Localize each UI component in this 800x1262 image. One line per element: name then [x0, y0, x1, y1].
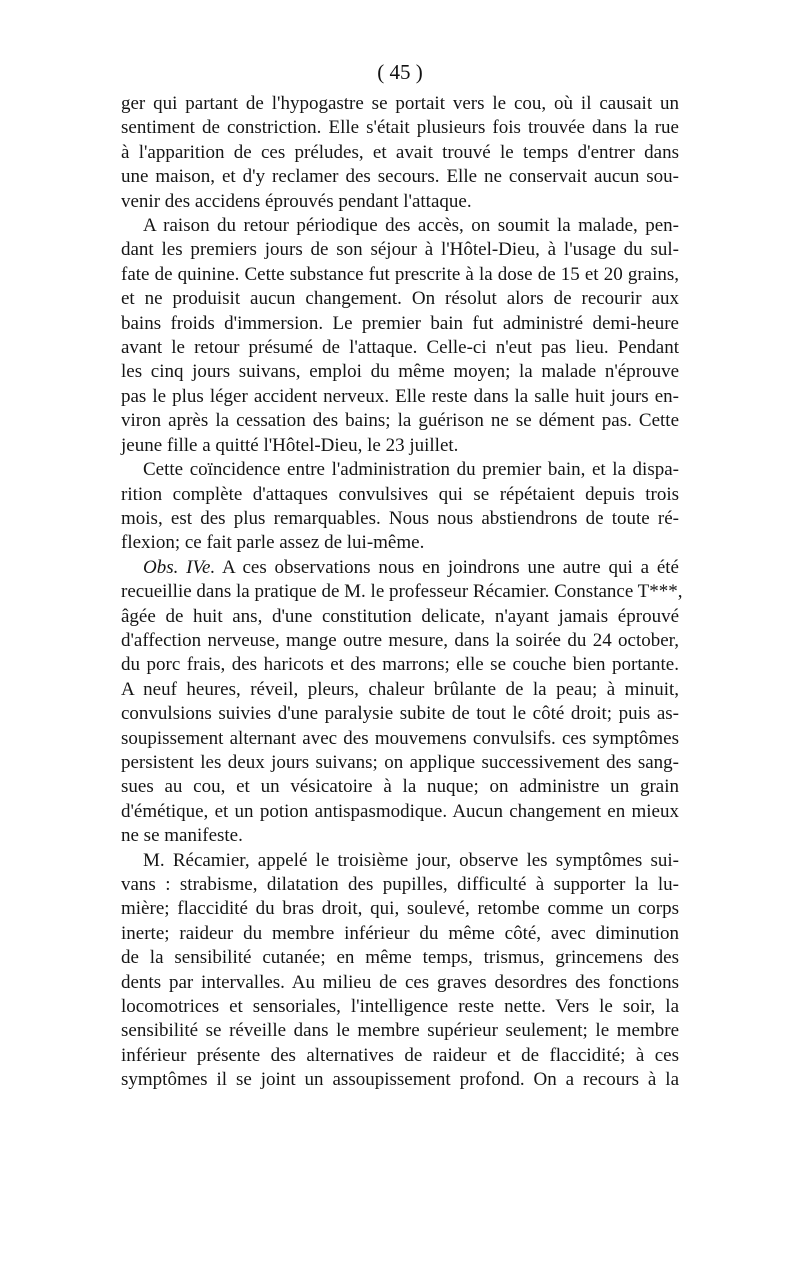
text-line: M. Récamier, appelé le troisième jour, observe les symptômes sui- [143, 849, 679, 871]
text-line: et ne produisit aucun changement. On résolut alors de recourir aux [121, 288, 679, 310]
text-line: mois, est des plus remarquables. Nous nous abstiendrons de toute ré- [121, 507, 679, 529]
text-line: âgée de huit ans, d'une constitution delicate, n'ayant jamais éprouvé [121, 605, 679, 627]
text-line: mière; flaccidité du bras droit, qui, soulevé, retombe comme un corps [121, 898, 679, 920]
text-line: sues au cou, et un vésicatoire à la nuque; on administre un grain [121, 776, 679, 798]
observation-label: Obs. IVe. [143, 556, 216, 578]
paragraph-3 [121, 458, 679, 556]
text-line: ne se manifeste. [121, 825, 243, 847]
text-line: sentiment de constriction. Elle s'était plusieurs fois trouvée dans la rue [121, 117, 679, 139]
page-number: ( 45 ) [377, 60, 423, 84]
text-line: du porc frais, des haricots et des marrons; elle se couche bien portante. [121, 654, 679, 676]
text-line [121, 556, 679, 580]
text-line: pas le plus léger accident nerveux. Elle reste dans la salle huit jours en- [121, 385, 679, 407]
text-line: locomotrices et sensoriales, l'intelligence reste nette. Vers le soir, la [121, 996, 679, 1018]
text-line: avant le retour présumé de l'attaque. Celle-ci n'eut pas lieu. Pendant [121, 337, 679, 359]
paragraph-observation-4 [121, 556, 683, 849]
text-line: vans : strabisme, dilatation des pupilles, difficulté à supporter la lu- [121, 874, 679, 895]
text-line: symptômes il se joint un assoupissement profond. On a recours à la [121, 1069, 679, 1091]
text-line: les cinq jours suivans, emploi du même moyen; la malade n'éprouve [121, 361, 679, 383]
text-line: inerte; raideur du membre inférieur du même côté, avec diminution [121, 922, 679, 944]
paragraph-2 [121, 214, 679, 458]
text-fragment: A ces observations nous en joindrons une autre qui a été [215, 556, 679, 578]
text-line: venir des accidens éprouvés pendant l'attaque. [121, 190, 472, 212]
text-line: de la sensibilité cutanée; en même temps, trismus, grincemens des [121, 947, 679, 969]
text-line: ger qui partant de l'hypogastre se portait vers le cou, où il causait un [121, 93, 679, 114]
paragraph-1 [121, 92, 679, 214]
text-line: convulsions suivies d'une paralysie subite de tout le côté droit; puis as- [121, 703, 679, 725]
text-line: recueillie dans la pratique de M. le professeur Récamier. Constance T***, [121, 581, 683, 603]
text-line: fate de quinine. Cette substance fut prescrite à la dose de 15 et 20 grains, [121, 263, 679, 285]
text-line: bains froids d'immersion. Le premier bain fut administré demi-heure [121, 312, 679, 334]
text-line: rition complète d'attaques convulsives qui se répétaient depuis trois [121, 483, 679, 505]
text-line: A raison du retour périodique des accès, on soumit la malade, pen- [143, 215, 679, 237]
text-line: soupissement alternant avec des mouvemens convulsifs. ces symptômes [121, 727, 679, 749]
text-line: A neuf heures, réveil, pleurs, chaleur brûlante de la peau; à minuit, [121, 678, 679, 700]
text-line: dents par intervalles. Au milieu de ces graves desordres des fonctions [121, 971, 679, 993]
body-text [121, 92, 683, 1093]
text-line: persistent les deux jours suivans; on applique successivement des sang- [121, 751, 679, 773]
text-line: une maison, et d'y reclamer des secours. Elle ne conservait aucun sou- [121, 166, 679, 188]
text-line: sensibilité se réveille dans le membre supérieur seulement; le membre [121, 1020, 679, 1042]
text-line: d'émétique, et un potion antispasmodique. Aucun changement en mieux [121, 800, 679, 822]
text-line: Cette coïncidence entre l'administration du premier bain, et la dispa- [143, 459, 679, 481]
text-line: dant les premiers jours de son séjour à l'Hôtel-Dieu, à l'usage du sul- [121, 239, 679, 261]
paragraph-5 [121, 849, 679, 1093]
text-line: d'affection nerveuse, mange outre mesure, dans la soirée du 24 october, [121, 629, 679, 651]
text-line: viron après la cessation des bains; la guérison ne se dément pas. Cette [121, 410, 679, 432]
text-line: à l'apparition de ces préludes, et avait trouvé le temps d'entrer dans [121, 141, 679, 163]
text-line: jeune fille a quitté l'Hôtel-Dieu, le 23 juillet. [121, 434, 459, 456]
text-line: inférieur présente des alternatives de raideur et de flaccidité; à ces [121, 1044, 679, 1066]
text-line: flexion; ce fait parle assez de lui-même. [121, 532, 425, 554]
